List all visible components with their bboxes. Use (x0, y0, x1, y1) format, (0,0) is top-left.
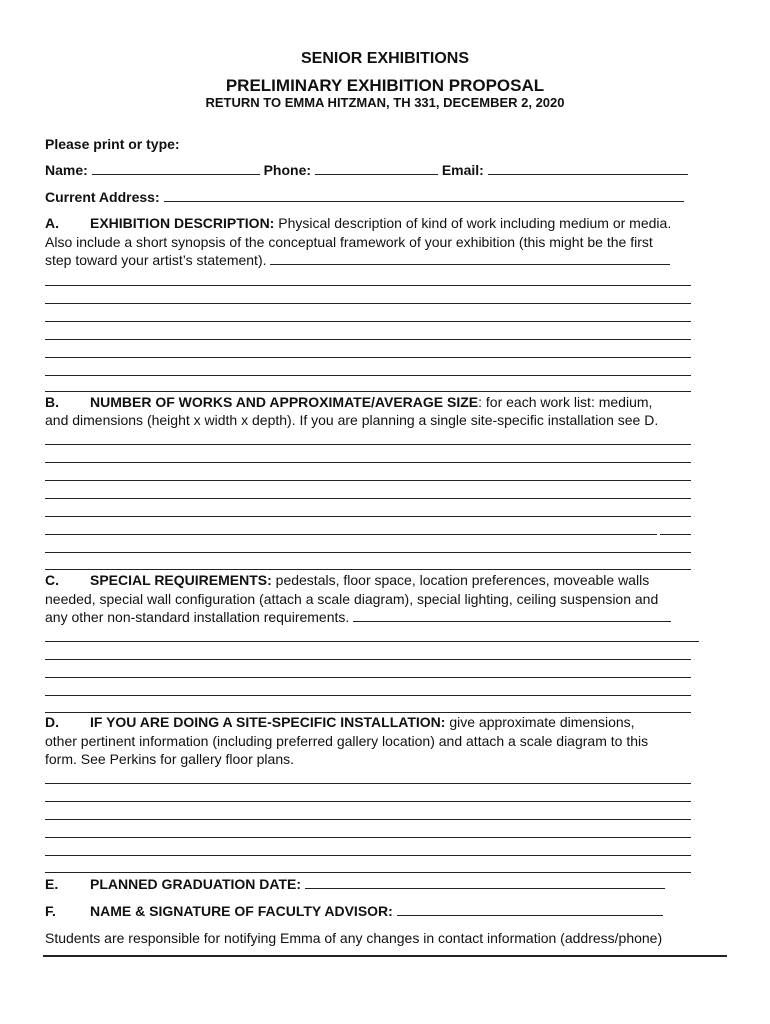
document-title: SENIOR EXHIBITIONS (300, 50, 470, 67)
section-f-letter: F. (45, 903, 56, 919)
section-a-answer-line[interactable] (45, 375, 691, 376)
name-label: Name: (45, 162, 88, 178)
section-c-field-inline[interactable] (353, 609, 671, 622)
section-f-row (45, 903, 663, 919)
footer-note: Students are responsible for notifying Emma of any changes in contact information (address/phone) (45, 930, 663, 946)
section-e-row (45, 876, 665, 892)
section-d-answer-line[interactable] (45, 801, 691, 802)
section-a-heading: EXHIBITION DESCRIPTION: (90, 215, 275, 231)
email-label: Email: (441, 162, 484, 178)
document-subtitle: PRELIMINARY EXHIBITION PROPOSAL (225, 76, 545, 95)
section-d-answer-line[interactable] (45, 855, 691, 856)
section-d-letter: D. (45, 714, 59, 730)
section-e-heading: PLANNED GRADUATION DATE: (90, 876, 302, 892)
section-d-line1 (45, 714, 635, 730)
section-d-heading: IF YOU ARE DOING A SITE-SPECIFIC INSTALLATION: (90, 714, 446, 730)
section-b-letter: B. (45, 394, 59, 410)
section-c-heading: SPECIAL REQUIREMENTS: (90, 572, 272, 588)
phone-label: Phone: (263, 162, 312, 178)
section-c-answer-line[interactable] (45, 677, 691, 678)
address-label: Current Address: (45, 189, 160, 205)
section-a-answer-line[interactable] (45, 303, 691, 304)
section-c-answer-line[interactable] (45, 695, 691, 696)
section-c-text3: any other non-standard installation requirements. (45, 609, 350, 625)
section-b-heading: NUMBER OF WORKS AND APPROXIMATE/AVERAGE SIZE (90, 394, 479, 410)
section-a-letter: A. (45, 215, 59, 231)
section-a-text2: Also include a short synopsis of the conceptual framework of your exhibition (this might be the first (45, 234, 653, 250)
email-field[interactable] (488, 162, 688, 175)
section-b-answer-line[interactable] (45, 498, 691, 499)
section-b-answer-line[interactable] (45, 552, 691, 553)
print-instruction: Please print or type: (45, 136, 180, 152)
section-d-text1: give approximate dimensions, (445, 714, 635, 730)
section-b-answer-line[interactable] (45, 569, 691, 570)
section-a-text3: step toward your artist’s statement). (45, 252, 267, 268)
section-b-line1 (45, 394, 652, 410)
section-a-answer-line[interactable] (45, 339, 691, 340)
section-e-letter: E. (45, 876, 59, 892)
name-field[interactable] (92, 162, 260, 175)
section-b-answer-line[interactable] (45, 516, 691, 517)
phone-field[interactable] (315, 162, 438, 175)
section-b-answer-line[interactable] (660, 534, 691, 535)
section-b-answer-line[interactable] (45, 534, 657, 535)
section-a-answer-line[interactable] (45, 391, 691, 392)
section-a-field-inline[interactable] (270, 252, 670, 265)
section-c-text1: pedestals, floor space, location preferences, moveable walls (271, 572, 650, 588)
address-row (45, 189, 684, 205)
section-f-heading: NAME & SIGNATURE OF FACULTY ADVISOR: (90, 903, 393, 919)
section-a-answer-line[interactable] (45, 321, 691, 322)
section-d-answer-line[interactable] (45, 837, 691, 838)
section-d-answer-line[interactable] (45, 872, 691, 873)
faculty-advisor-field[interactable] (397, 903, 663, 916)
contact-row (45, 162, 688, 178)
section-b-answer-line[interactable] (45, 480, 691, 481)
section-b-text1: : for each work list: medium, (478, 394, 653, 410)
section-b-text2: and dimensions (height x width x depth). If you are planning a single site-specific installation see D. (45, 412, 659, 428)
section-d-answer-line[interactable] (45, 819, 691, 820)
section-d-text3: form. See Perkins for gallery floor plans. (45, 751, 294, 767)
section-c-answer-line[interactable] (45, 659, 691, 660)
address-field[interactable] (164, 189, 684, 202)
section-a-line1 (45, 215, 671, 231)
bottom-rule (43, 955, 727, 957)
section-b-answer-line[interactable] (45, 462, 691, 463)
graduation-date-field[interactable] (305, 876, 665, 889)
section-c-text2: needed, special wall configuration (attach a scale diagram), special lighting, ceiling suspension and (45, 591, 659, 607)
section-c-answer-line[interactable] (45, 641, 699, 642)
return-note: RETURN TO EMMA HITZMAN, TH 331, DECEMBER 2, 2020 (205, 95, 565, 110)
section-c-line1 (45, 572, 649, 588)
section-c-line3 (45, 609, 671, 625)
section-a-line3 (45, 252, 670, 268)
section-c-letter: C. (45, 572, 59, 588)
section-a-text1: Physical description of kind of work including medium or media. (274, 215, 672, 231)
section-d-text2: other pertinent information (including preferred gallery location) and attach a scale diagram to this (45, 733, 649, 749)
section-b-answer-line[interactable] (45, 444, 691, 445)
section-a-answer-line[interactable] (45, 357, 691, 358)
section-c-answer-line[interactable] (45, 712, 691, 713)
section-a-answer-line[interactable] (45, 285, 691, 286)
section-d-answer-line[interactable] (45, 783, 691, 784)
